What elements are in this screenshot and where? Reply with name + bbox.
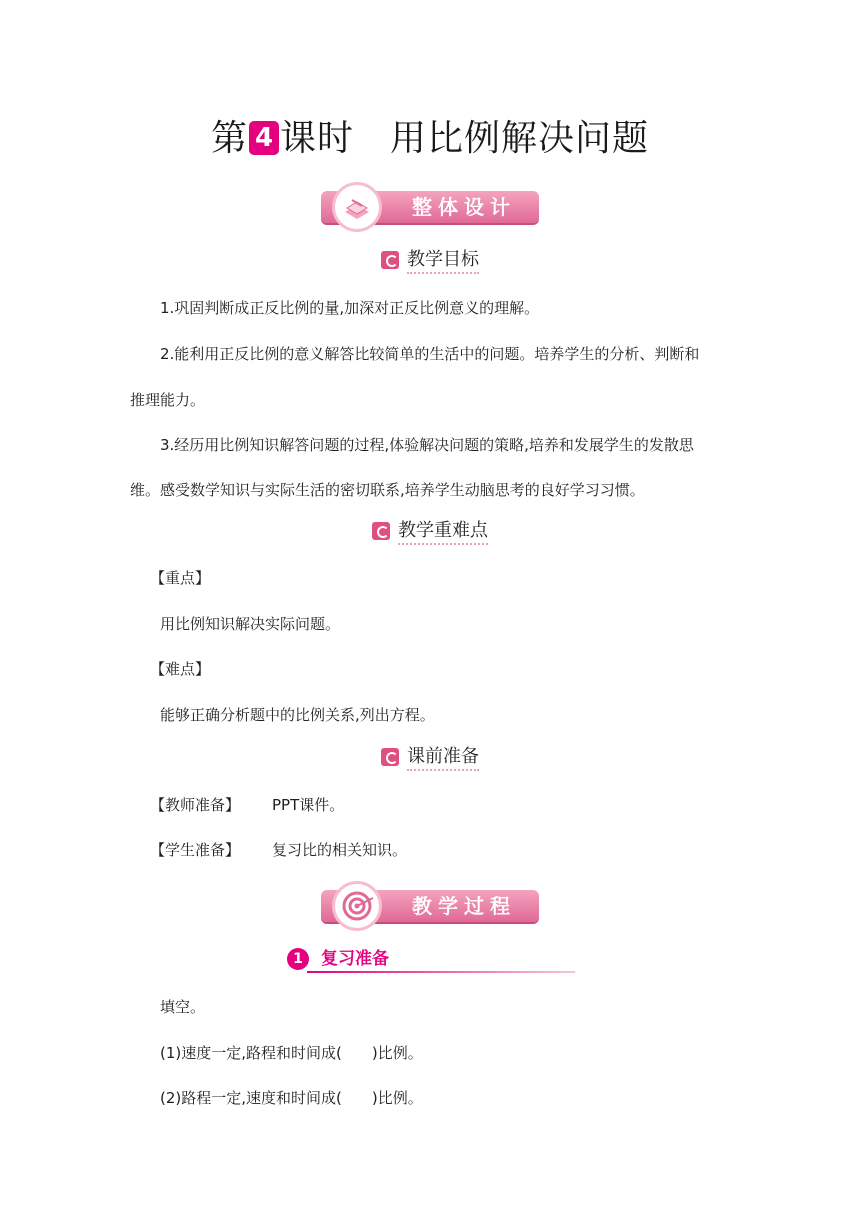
step-title: 复习准备 — [321, 949, 389, 969]
flag-icon — [372, 522, 390, 540]
title-main: 用比例解决问题 — [390, 118, 650, 159]
review-question-1: (1)速度一定,路程和时间成( )比例。 — [160, 1044, 423, 1062]
difficulty-text: 能够正确分析题中的比例关系,列出方程。 — [160, 706, 435, 724]
student-prep-label: 【学生准备】 — [150, 841, 241, 859]
book-icon — [335, 185, 379, 229]
goal-1: 1.巩固判断成正反比例的量,加深对正反比例意义的理解。 — [160, 299, 540, 317]
goal-3-line-2: 维。感受数学知识与实际生活的密切联系,培养学生动脑思考的良好学习习惯。 — [130, 481, 645, 499]
goal-2-line-2: 推理能力。 — [130, 391, 206, 409]
lesson-number-badge: 4 — [249, 121, 279, 155]
teacher-prep-text: PPT课件。 — [272, 796, 345, 814]
teacher-prep-label: 【教师准备】 — [150, 796, 241, 814]
page-title — [0, 112, 860, 166]
banner-teaching-process — [321, 890, 539, 922]
banner-label: 整体设计 — [412, 195, 516, 219]
title-suffix: 课时 — [279, 118, 354, 159]
section-head-preparation: 课前准备 — [0, 744, 860, 772]
review-intro: 填空。 — [160, 998, 206, 1016]
difficulty-label: 【难点】 — [150, 660, 211, 678]
target-icon — [335, 884, 379, 928]
review-question-2: (2)路程一定,速度和时间成( )比例。 — [160, 1089, 423, 1107]
flag-icon — [381, 251, 399, 269]
banner-overall-design — [321, 191, 539, 223]
key-label: 【重点】 — [150, 569, 211, 587]
step-number: 1 — [287, 948, 309, 970]
banner-label: 教学过程 — [412, 894, 516, 918]
goal-2-line-1: 2.能利用正反比例的意义解答比较简单的生活中的问题。培养学生的分析、判断和 — [160, 345, 700, 363]
step-underline — [307, 971, 575, 973]
flag-icon — [381, 748, 399, 766]
key-text: 用比例知识解决实际问题。 — [160, 615, 341, 633]
section-head-keypoints: 教学重难点 — [0, 518, 860, 546]
title-prefix: 第 — [210, 118, 248, 159]
goal-3-line-1: 3.经历用比例知识解答问题的过程,体验解决问题的策略,培养和发展学生的发散思 — [160, 436, 694, 454]
step-heading-review — [287, 944, 577, 974]
student-prep-text: 复习比的相关知识。 — [272, 841, 408, 859]
section-head-goals: 教学目标 — [0, 247, 860, 275]
